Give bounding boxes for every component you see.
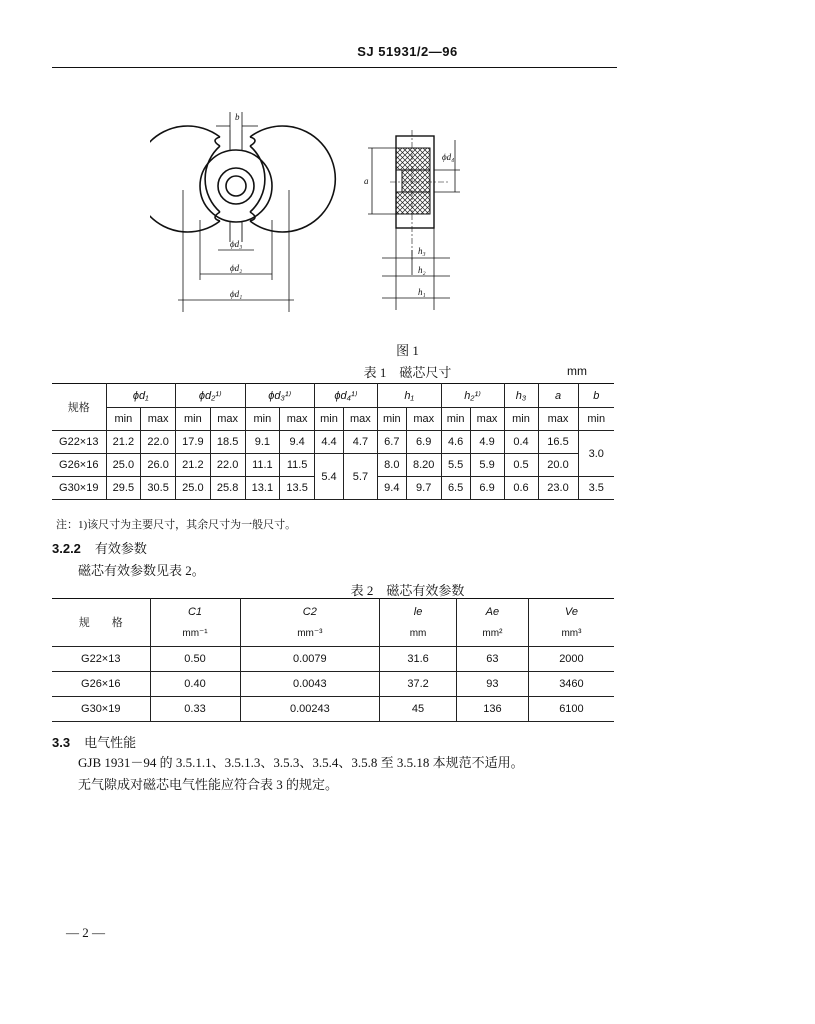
col-c2: C2 mm⁻³ bbox=[240, 599, 380, 647]
side-view bbox=[390, 130, 450, 260]
label-b: b bbox=[235, 112, 240, 122]
col-le: le mm bbox=[380, 599, 457, 647]
table-row: G26×16 25.0 26.0 21.2 22.0 11.1 11.5 5.4 5.7 8.0 8.20 5.5 5.9 0.5 20.0 bbox=[52, 454, 614, 477]
col-h1: h₁ bbox=[377, 384, 441, 408]
b-merged: 3.0 bbox=[578, 431, 614, 477]
d4-min-merged: 5.4 bbox=[315, 454, 344, 500]
table1-note: 注：1)该尺寸为主要尺寸，其余尺寸为一般尺寸。 bbox=[56, 519, 297, 531]
label-h2: h₂ bbox=[418, 265, 426, 275]
col-a: a bbox=[538, 384, 578, 408]
label-d1: ϕd₁ bbox=[230, 289, 243, 299]
table-row: G22×13 0.50 0.0079 31.6 63 2000 bbox=[52, 647, 614, 672]
section-number: 3.2.2 bbox=[52, 541, 81, 556]
section-33-line-1: GJB 1931－94 的 3.5.1.1、3.5.1.3、3.5.3、3.5.4、3.5.8 至 3.5.18 本规范不适用。 bbox=[78, 755, 524, 770]
table-row: G30×19 0.33 0.00243 45 136 6100 bbox=[52, 697, 614, 722]
col-d2: ϕd₂¹⁾ bbox=[176, 384, 246, 408]
col-ae: Ae mm² bbox=[456, 599, 528, 647]
table-row: G26×16 0.40 0.0043 37.2 93 3460 bbox=[52, 672, 614, 697]
label-h1: h₁ bbox=[418, 287, 426, 297]
figure-caption: 图 1 bbox=[396, 343, 419, 358]
col-h2: h₂¹⁾ bbox=[441, 384, 504, 408]
section-33-line-2: 无气隙成对磁芯电气性能应符合表 3 的规定。 bbox=[78, 777, 339, 792]
table1-caption: 表 1 磁芯尺寸 bbox=[363, 365, 452, 380]
effective-parameters-table bbox=[52, 598, 614, 722]
table1-unit: mm bbox=[567, 364, 587, 378]
sub-min: min bbox=[245, 408, 280, 431]
col-c1: C1 mm⁻¹ bbox=[150, 599, 240, 647]
label-a: a bbox=[364, 176, 369, 186]
label-d4: ϕd₄ bbox=[442, 152, 455, 162]
col-d3: ϕd₃¹⁾ bbox=[245, 384, 315, 408]
sub-max: max bbox=[538, 408, 578, 431]
section-heading-322 bbox=[52, 538, 147, 557]
col-d1: ϕd₁ bbox=[106, 384, 176, 408]
sub-min: min bbox=[377, 408, 406, 431]
sub-min: min bbox=[504, 408, 538, 431]
b-last: 3.5 bbox=[578, 477, 614, 500]
header-rule bbox=[52, 67, 617, 68]
document-header: SJ 51931/2—96 bbox=[357, 44, 458, 59]
section-title: 有效参数 bbox=[94, 541, 147, 556]
front-dims bbox=[178, 112, 294, 312]
section-title: 电气性能 bbox=[84, 735, 137, 750]
sub-max: max bbox=[406, 408, 441, 431]
label-h3: h₃ bbox=[418, 246, 426, 256]
sub-max: max bbox=[280, 408, 315, 431]
sub-min: min bbox=[176, 408, 211, 431]
label-d2: ϕd₂ bbox=[230, 263, 243, 273]
section-number: 3.3 bbox=[52, 735, 71, 750]
col-b: b bbox=[578, 384, 614, 408]
front-view bbox=[150, 126, 335, 242]
sub-min: min bbox=[106, 408, 141, 431]
col-ve: Ve mm³ bbox=[528, 599, 614, 647]
label-d3: ϕd₃ bbox=[230, 239, 243, 249]
page-number: — 2 — bbox=[66, 925, 105, 940]
sub-max: max bbox=[210, 408, 245, 431]
section-heading-33 bbox=[52, 732, 136, 751]
section-322-text: 磁芯有效参数见表 2。 bbox=[78, 563, 205, 578]
sub-min: min bbox=[441, 408, 470, 431]
spec-header: 规 格 bbox=[52, 599, 150, 647]
d4-max-merged: 5.7 bbox=[344, 454, 378, 500]
table2-caption: 表 2 磁芯有效参数 bbox=[350, 583, 465, 598]
sub-min: min bbox=[315, 408, 344, 431]
spec-header: 规格 bbox=[52, 384, 106, 431]
col-d4: ϕd₄¹⁾ bbox=[315, 384, 378, 408]
col-h3: h₃ bbox=[504, 384, 538, 408]
sub-max: max bbox=[470, 408, 504, 431]
table-row: G30×19 29.5 30.5 25.0 25.8 13.1 13.5 9.4 9.7 6.5 6.9 0.6 23.0 3.5 bbox=[52, 477, 614, 500]
sub-max: max bbox=[141, 408, 176, 431]
core-drawing bbox=[150, 100, 470, 330]
sub-min: min bbox=[578, 408, 614, 431]
sub-max: max bbox=[344, 408, 378, 431]
table-row: G22×13 21.2 22.0 17.9 18.5 9.1 9.4 4.4 4.7 6.7 6.9 4.6 4.9 0.4 16.5 3.0 bbox=[52, 431, 614, 454]
core-dimensions-table bbox=[52, 383, 614, 500]
